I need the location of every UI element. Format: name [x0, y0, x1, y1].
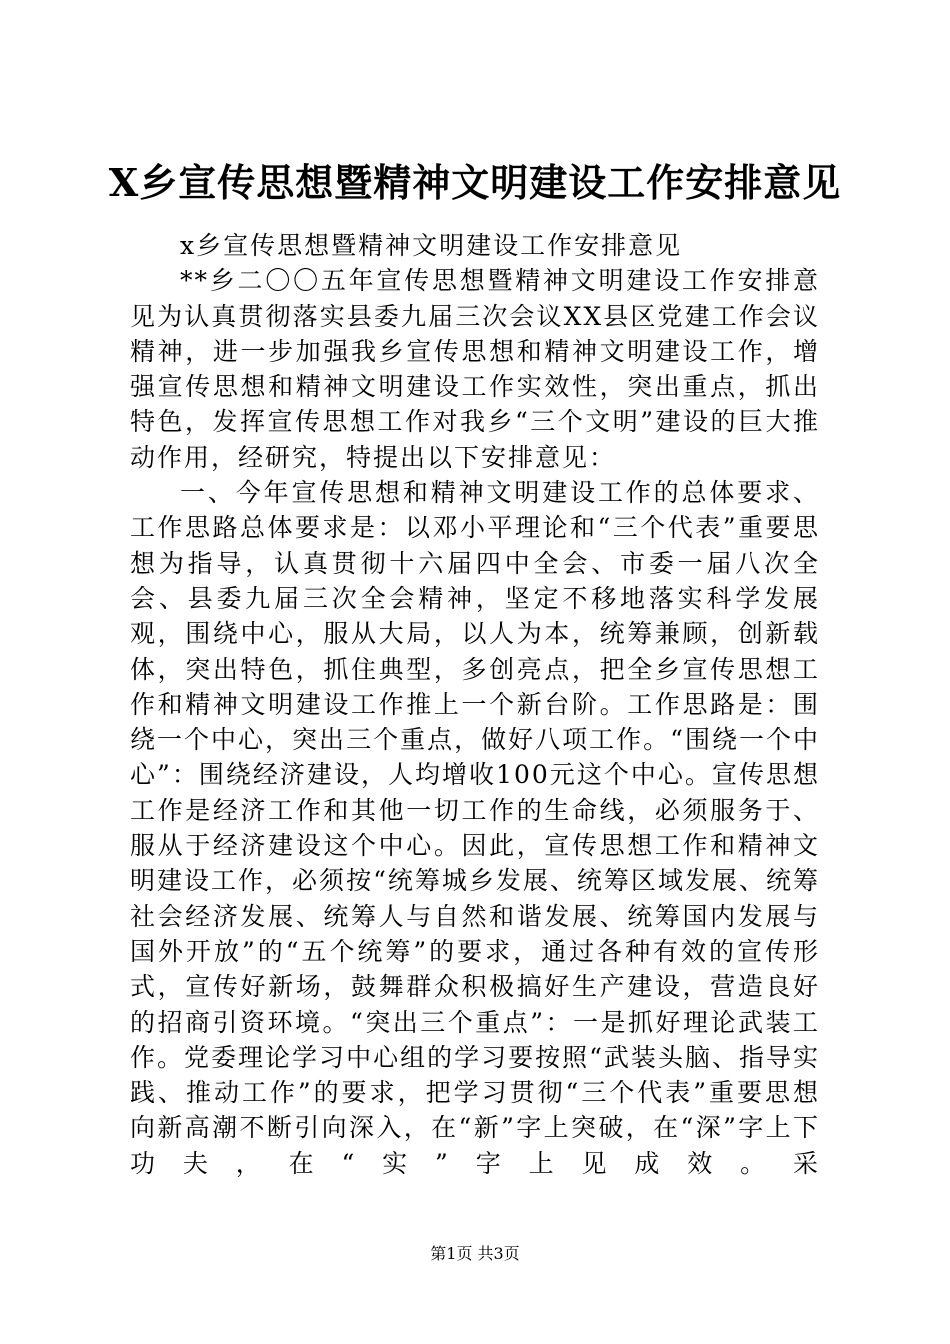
page-number-footer: 第1页 共3页	[430, 1244, 520, 1263]
document-body	[130, 228, 820, 1178]
body-paragraph-subtitle: x乡宣传思想暨精神文明建设工作安排意见	[180, 231, 683, 260]
document-body-viewport	[120, 228, 840, 1178]
body-paragraph-intro: **乡二〇〇五年宣传思想暨精神文明建设工作安排意见为认真贯彻落实县委九届三次会议XX县区党建工作会议精神，进一步加强我乡宣传思想和精神文明建设工作，增强宣传思想和精神文明建设工作实效性，突出重点，抓出特色，发挥宣传思想工作对我乡“三个文明”建设的巨大推动作用，经研究，特提出以下安排意见：	[130, 266, 820, 472]
body-paragraph-section-one: 一、今年宣传思想和精神文明建设工作的总体要求、工作思路总体要求是：以邓小平理论和“三个代表”重要思想为指导，认真贯彻十六届四中全会、市委一届八次全会、县委九届三次全会精神，坚定不移地落实科学发展观，围绕中心，服从大局，以人为本，统筹兼顾，创新载体，突出特色，抓住典型，多创亮点，把全乡宣传思想工作和精神文明建设工作推上一个新台阶。工作思路是：围绕一个中心，突出三个重点，做好八项工作。“围绕一个中心”：围绕经济建设，人均增收100元这个中心。宣传思想工作是经济工作和其他一切工作的生命线，必须服务于、服从于经济建设这个中心。因此，宣传思想工作和精神文明建设工作，必须按“统筹城乡发展、统筹区域发展、统筹社会经济发展、统筹人与自然和谐发展、统筹国内发展与国外开放”的“五个统筹”的要求，通过各种有效的宣传形式，宣传好新场，鼓舞群众积极搞好生产建设，营造良好的招商引资环境。“突出三个重点”：一是抓好理论武装工作。党委理论学习中心组的学习要按照“武装头脑、指导实践、推动工作”的要求，把学习贯彻“三个代表”重要思想向新高潮不断引向深入，在“新”字上突破，在“深”字上下功夫，在“实”字上见成效。采	[130, 478, 820, 1178]
document-title: X乡宣传思想暨精神文明建设工作安排意见	[108, 160, 842, 205]
